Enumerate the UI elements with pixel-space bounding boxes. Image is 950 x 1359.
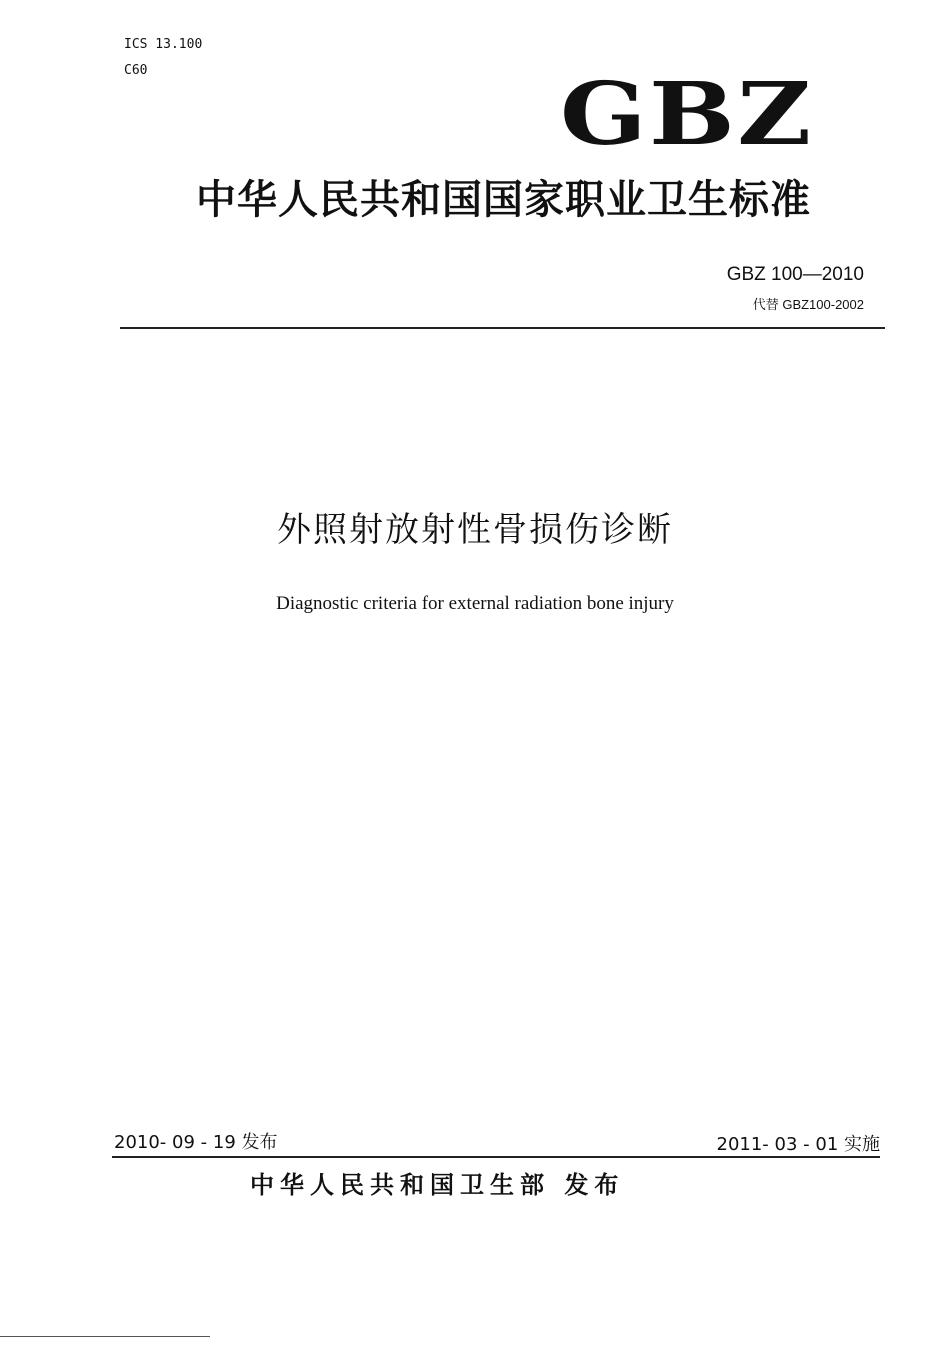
ics-code: ICS 13.100 xyxy=(124,37,203,52)
document-title-chinese: 外照射放射性骨损伤诊断 xyxy=(277,510,673,550)
ccs-code: C60 xyxy=(124,63,148,78)
standard-number: GBZ 100—2010 xyxy=(726,264,864,285)
standard-category: 中华人民共和国国家职业卫生标准 xyxy=(196,177,811,223)
replaces-standard: 代替 GBZ100-2002 xyxy=(752,297,864,312)
effective-date: 2011- 03 - 01 实施 xyxy=(716,1134,880,1155)
footer-line xyxy=(0,1336,210,1337)
gbz-logo: GBZ xyxy=(560,64,814,165)
issue-date: 2010- 09 - 19 发布 xyxy=(114,1132,278,1153)
footer-divider xyxy=(112,1156,880,1158)
header-divider xyxy=(120,327,885,329)
publisher: 中华人民共和国卫生部 发布 xyxy=(250,1171,625,1199)
document-title-english: Diagnostic criteria for external radiation bone injury xyxy=(276,593,674,614)
